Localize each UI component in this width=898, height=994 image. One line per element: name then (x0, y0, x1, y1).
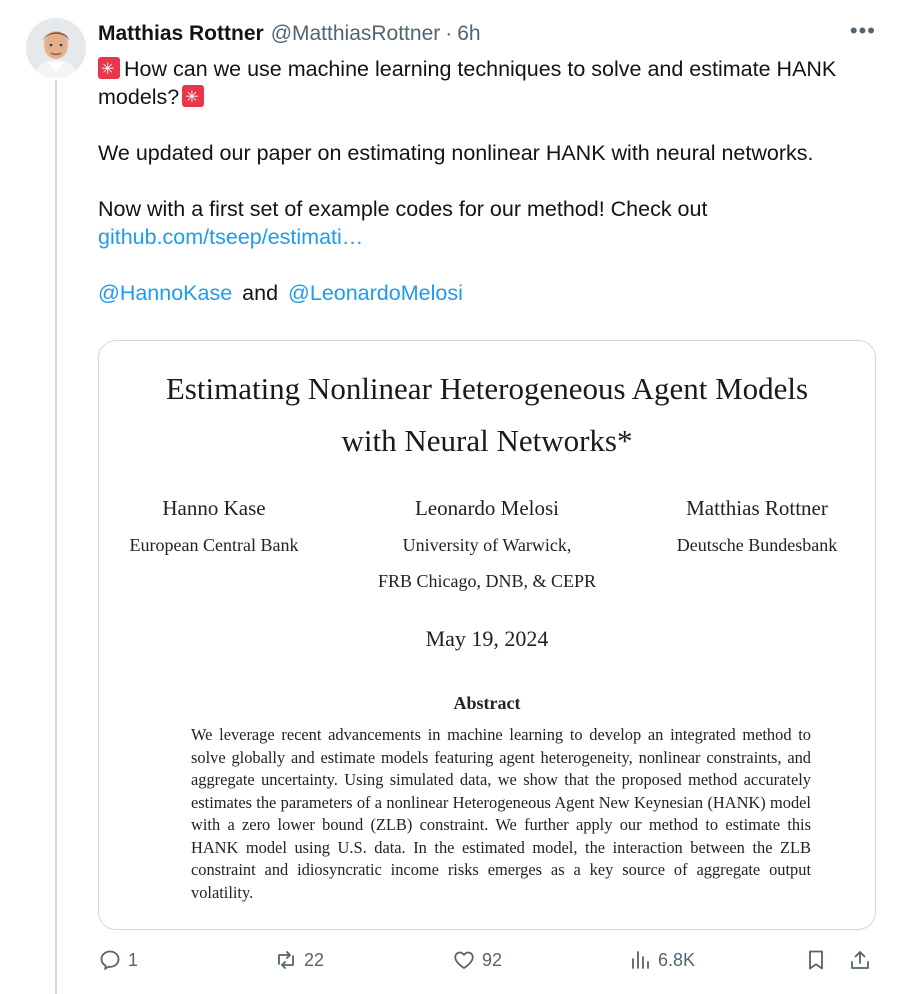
like-button[interactable] (452, 948, 502, 972)
tweet-line-2: We updated our paper on estimating nonlinear HANK with neural networks. (98, 141, 814, 165)
action-bar (98, 948, 878, 978)
author-name[interactable]: Matthias Rottner (98, 22, 264, 45)
tweet-header (98, 20, 878, 48)
avatar-portrait-icon (26, 18, 86, 78)
bookmark-button[interactable] (804, 948, 834, 972)
reply-icon (98, 948, 122, 972)
author-affil-rottner: Deutsche Bundesbank (676, 535, 838, 555)
author-affil-melosi-2: FRB Chicago, DNB, & CEPR (377, 571, 597, 591)
share-icon (848, 948, 872, 972)
and-text: and (242, 281, 279, 305)
paper-image-card[interactable] (98, 340, 876, 930)
mention-hanno-kase[interactable]: @HannoKase (98, 281, 233, 305)
author-name-kase: Hanno Kase (162, 496, 266, 520)
repost-count: 22 (304, 949, 325, 970)
separator-dot: · (445, 22, 453, 45)
paper-title-line-1: Estimating Nonlinear Heterogeneous Agent Models (165, 371, 809, 406)
more-options-button[interactable]: ••• (849, 18, 876, 43)
paper-author-melosi (347, 489, 627, 599)
abstract-body: We leverage recent advancements in machine learning to develop an integrated method to solve globally and estimate models featuring agent heterogeneity, nonlinear constraints, and aggregate uncertainty. Using simulated data, we show that the proposed method accurately estimates the parameters of a nonlinear Heterogeneous Agent New Keynesian (HANK) model with a zero lower bound (ZLB) constraint. We further apply our method to estimate this HANK model using U.S. data. In the estimated model, the interaction between the ZLB constraint and idiosyncratic income risks emerges as a key source of aggregate output volatility. (191, 725, 811, 902)
repost-button[interactable] (274, 948, 324, 972)
post-time[interactable]: 6h (457, 22, 481, 45)
author-affil-melosi-1: University of Warwick, (402, 535, 572, 555)
reply-button[interactable] (98, 948, 138, 972)
tweet-line-1: How can we use machine learning techniques to solve and estimate HANK models? (98, 57, 837, 109)
view-count: 6.8K (658, 949, 696, 970)
paper-author-kase (99, 489, 329, 563)
author-name-melosi: Leonardo Melosi (414, 496, 560, 520)
author-name-rottner: Matthias Rottner (686, 496, 828, 520)
avatar[interactable] (26, 18, 86, 78)
heart-icon (452, 948, 476, 972)
tweet-line-3: Now with a first set of example codes for our method! Check out (98, 197, 708, 221)
tweet-paragraph-1 (98, 55, 888, 111)
siren-emoji-icon (98, 57, 120, 79)
reply-count: 1 (128, 949, 139, 970)
views-button[interactable] (628, 948, 695, 972)
github-link[interactable]: github.com/tseep/estimati… (98, 225, 364, 249)
tweet-paragraph-4 (98, 279, 888, 307)
share-button[interactable] (848, 948, 878, 972)
paper-title (99, 363, 875, 467)
like-count: 92 (482, 949, 503, 970)
views-icon (628, 948, 652, 972)
tweet-paragraph-2 (98, 139, 888, 167)
tweet-paragraph-3 (98, 195, 888, 251)
thread-line (55, 80, 57, 994)
author-handle[interactable]: @MatthiasRottner (270, 22, 441, 45)
paper-date: May 19, 2024 (425, 626, 549, 651)
bookmark-icon (804, 948, 828, 972)
mention-leonardo-melosi[interactable]: @LeonardoMelosi (288, 281, 463, 305)
repost-icon (274, 948, 298, 972)
paper-title-line-2: with Neural Networks* (341, 423, 633, 458)
author-affil-kase: European Central Bank (129, 535, 299, 555)
abstract-heading: Abstract (453, 693, 521, 713)
tweet-text (98, 55, 888, 307)
siren-emoji-icon (182, 85, 204, 107)
paper-author-rottner (647, 489, 867, 563)
